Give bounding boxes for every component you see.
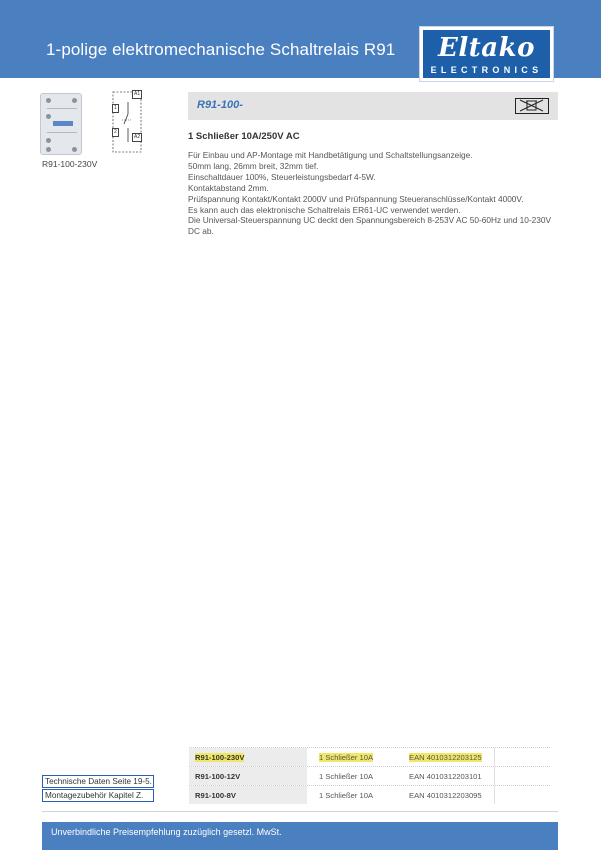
eltako-logo bbox=[419, 26, 554, 82]
ean-cell: EAN 4010312203101 bbox=[409, 772, 482, 781]
terminal-screw-icon bbox=[46, 114, 51, 119]
product-caption: R91-100-230V bbox=[42, 159, 98, 169]
description-line: Prüfspannung Kontakt/Kontakt 2000V und Prüfspannung Steueranschlüsse/Kontakt 4000V. bbox=[188, 193, 524, 204]
terminal-screw-icon bbox=[46, 147, 51, 152]
table-row bbox=[189, 785, 550, 804]
product-description bbox=[188, 150, 558, 237]
wiring-schematic bbox=[110, 90, 143, 154]
model-cell bbox=[189, 748, 307, 766]
table-row bbox=[189, 766, 550, 785]
description-line: Es kann auch das elektronische Schaltrelais ER61-UC verwendet werden. bbox=[188, 204, 461, 215]
product-image bbox=[40, 93, 82, 155]
page-title: 1-polige elektromechanische Schaltrelais R91 bbox=[46, 40, 396, 59]
contact-cell: 1 Schließer 10A bbox=[319, 772, 374, 781]
product-label-strip bbox=[53, 121, 73, 126]
model-code: R91-100-8V bbox=[195, 791, 236, 800]
column-divider bbox=[494, 767, 495, 785]
accessories-link[interactable]: Montagezubehör Kapitel Z. bbox=[42, 789, 154, 802]
technical-data-link[interactable]: Technische Daten Seite 19-5. bbox=[42, 775, 154, 788]
model-cell bbox=[189, 786, 307, 804]
ean-cell: EAN 4010312203095 bbox=[409, 791, 482, 800]
schematic-drawing bbox=[110, 90, 143, 154]
column-divider bbox=[494, 748, 495, 766]
logo-name: Eltako bbox=[438, 33, 535, 63]
description-line: Für Einbau und AP-Montage mit Handbetätigung und Schaltstellungsanzeige. bbox=[188, 150, 473, 160]
schematic-label-2: 2 bbox=[114, 129, 117, 135]
terminal-screw-icon bbox=[46, 98, 51, 103]
table-row bbox=[189, 747, 550, 766]
order-table bbox=[189, 747, 550, 804]
model-bar bbox=[188, 92, 558, 120]
ean-cell: EAN 4010312203125 bbox=[409, 753, 482, 762]
model-title: R91-100- bbox=[197, 99, 243, 111]
model-subtitle: 1 Schließer 10A/250V AC bbox=[188, 131, 300, 142]
logo-inner bbox=[423, 30, 550, 78]
price-disclaimer: Unverbindliche Preisempfehlung zuzüglich gesetzl. MwSt. bbox=[51, 827, 282, 837]
description-line: Die Universal-Steuerspannung UC deckt den Spannungsbereich 8-253V AC 50-60Hz und 10-230V DC ab. bbox=[188, 215, 551, 237]
description-line: 50mm lang, 26mm breit, 32mm tief. bbox=[188, 160, 319, 171]
model-code: R91-100-12V bbox=[195, 772, 241, 781]
column-divider bbox=[494, 786, 495, 804]
page-header bbox=[0, 0, 601, 78]
page-footer bbox=[42, 822, 558, 850]
schematic-label-a2: A2 bbox=[134, 134, 141, 140]
logo-subtitle: ELECTRONICS bbox=[430, 65, 543, 75]
footer-divider bbox=[42, 811, 558, 812]
crossed-out-wheelie-bin-icon bbox=[515, 98, 549, 114]
contact-cell: 1 Schließer 10A bbox=[319, 791, 374, 800]
contact-cell: 1 Schließer 10A bbox=[319, 753, 374, 762]
description-line: Einschaltdauer 100%, Steuerleistungsbedarf 4-5W. bbox=[188, 171, 376, 182]
product-detail-line bbox=[47, 132, 77, 133]
model-cell bbox=[189, 767, 307, 785]
schematic-label-1: 1 bbox=[114, 105, 117, 111]
schematic-label-a1: A1 bbox=[134, 91, 141, 97]
terminal-screw-icon bbox=[72, 98, 77, 103]
terminal-screw-icon bbox=[72, 147, 77, 152]
model-code: R91-100-230V bbox=[195, 753, 245, 762]
product-detail-line bbox=[47, 108, 77, 109]
terminal-screw-icon bbox=[46, 138, 51, 143]
description-line: Kontaktabstand 2mm. bbox=[188, 182, 269, 193]
